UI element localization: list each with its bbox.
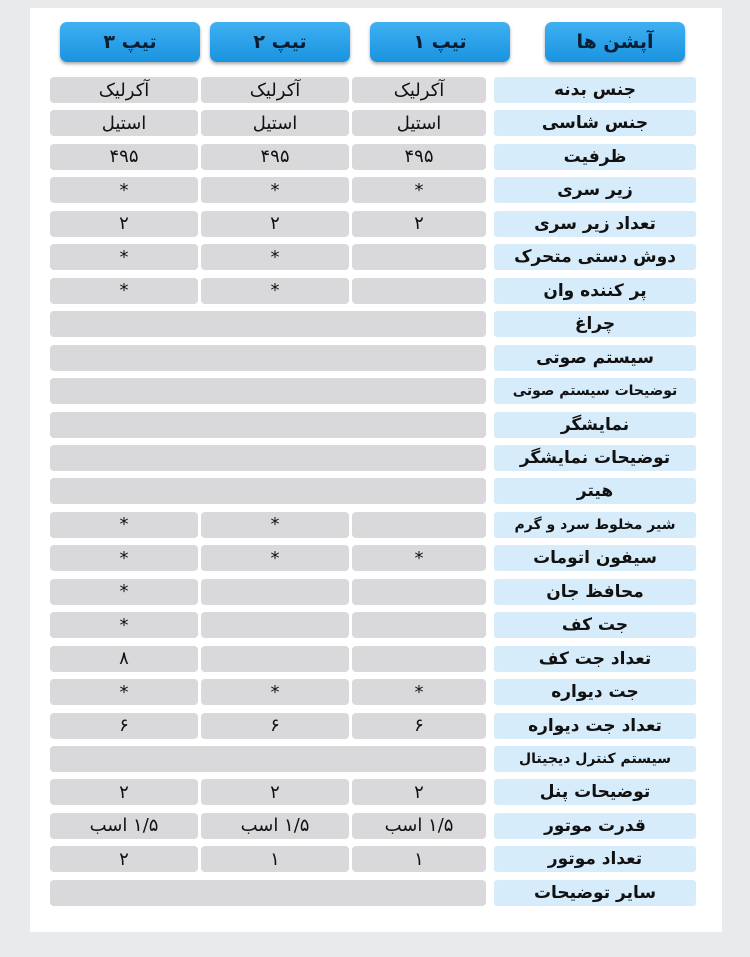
- empty-values-cell: [50, 445, 486, 471]
- type-3-value: ۴۹۵: [50, 144, 198, 170]
- option-label: سایر توضیحات: [494, 880, 696, 906]
- empty-values-cell: [50, 378, 486, 404]
- header-options: آپشن ها: [545, 22, 685, 62]
- option-label: تعداد جت کف: [494, 646, 696, 672]
- type-3-value: *: [50, 579, 198, 605]
- option-label: ظرفیت: [494, 144, 696, 170]
- type-1-value: ۴۹۵: [352, 144, 486, 170]
- header-type-2: تیپ ۲: [210, 22, 350, 62]
- option-label: زیر سری: [494, 177, 696, 203]
- table-row: [0, 278, 750, 304]
- table-row: [0, 846, 750, 872]
- option-label: سیستم صوتی: [494, 345, 696, 371]
- type-2-value: *: [201, 244, 349, 270]
- type-2-value: ۱: [201, 846, 349, 872]
- type-2-value: ۲: [201, 211, 349, 237]
- type-2-value: ۲: [201, 779, 349, 805]
- type-2-value: *: [201, 679, 349, 705]
- option-label: دوش دستی متحرک: [494, 244, 696, 270]
- type-3-value: استیل: [50, 110, 198, 136]
- type-1-value: [352, 278, 486, 304]
- table-row: [0, 880, 750, 906]
- table-row: [0, 679, 750, 705]
- type-2-value: *: [201, 512, 349, 538]
- table-row: [0, 311, 750, 337]
- type-2-value: [201, 646, 349, 672]
- option-label: توضیحات پنل: [494, 779, 696, 805]
- type-3-value: ۸: [50, 646, 198, 672]
- table-row: [0, 646, 750, 672]
- option-label: تعداد جت دیواره: [494, 713, 696, 739]
- table-row: [0, 211, 750, 237]
- option-label: سیفون اتومات: [494, 545, 696, 571]
- empty-values-cell: [50, 311, 486, 337]
- type-2-value: آکرلیک: [201, 77, 349, 103]
- type-1-value: ۱/۵ اسب: [352, 813, 486, 839]
- table-row: [0, 345, 750, 371]
- table-row: [0, 177, 750, 203]
- type-1-value: [352, 646, 486, 672]
- type-2-value: ۶: [201, 713, 349, 739]
- option-label: محافظ جان: [494, 579, 696, 605]
- type-1-value: ۱: [352, 846, 486, 872]
- empty-values-cell: [50, 746, 486, 772]
- type-2-value: *: [201, 177, 349, 203]
- header-type-1: تیپ ۱: [370, 22, 510, 62]
- option-label: توضیحات سیستم صوتی: [494, 378, 696, 404]
- type-3-value: ۱/۵ اسب: [50, 813, 198, 839]
- table-row: [0, 378, 750, 404]
- table-row: [0, 144, 750, 170]
- table-row: [0, 512, 750, 538]
- type-2-value: *: [201, 545, 349, 571]
- type-3-value: *: [50, 612, 198, 638]
- table-row: [0, 445, 750, 471]
- type-1-value: آکرلیک: [352, 77, 486, 103]
- table-row: [0, 779, 750, 805]
- type-1-value: *: [352, 545, 486, 571]
- table-row: [0, 746, 750, 772]
- table-row: [0, 110, 750, 136]
- table-row: [0, 545, 750, 571]
- type-3-value: آکرلیک: [50, 77, 198, 103]
- type-3-value: ۶: [50, 713, 198, 739]
- table-row: [0, 813, 750, 839]
- type-2-value: ۴۹۵: [201, 144, 349, 170]
- type-3-value: *: [50, 679, 198, 705]
- type-1-value: [352, 512, 486, 538]
- type-3-value: *: [50, 244, 198, 270]
- option-label: نمایشگر: [494, 412, 696, 438]
- option-label: چراغ: [494, 311, 696, 337]
- type-2-value: *: [201, 278, 349, 304]
- empty-values-cell: [50, 412, 486, 438]
- type-1-value: [352, 244, 486, 270]
- type-2-value: [201, 612, 349, 638]
- type-1-value: *: [352, 177, 486, 203]
- type-1-value: [352, 612, 486, 638]
- type-3-value: ۲: [50, 779, 198, 805]
- option-label: هیتر: [494, 478, 696, 504]
- type-3-value: *: [50, 278, 198, 304]
- option-label: جت کف: [494, 612, 696, 638]
- type-3-value: ۲: [50, 211, 198, 237]
- type-2-value: استیل: [201, 110, 349, 136]
- type-3-value: *: [50, 512, 198, 538]
- type-1-value: ۲: [352, 779, 486, 805]
- option-label: توضیحات نمایشگر: [494, 445, 696, 471]
- option-label: جنس بدنه: [494, 77, 696, 103]
- header-type-3: تیپ ۳: [60, 22, 200, 62]
- table-row: [0, 478, 750, 504]
- type-3-value: ۲: [50, 846, 198, 872]
- option-label: تعداد زیر سری: [494, 211, 696, 237]
- empty-values-cell: [50, 880, 486, 906]
- type-1-value: ۶: [352, 713, 486, 739]
- option-label: جنس شاسی: [494, 110, 696, 136]
- option-label: جت دیواره: [494, 679, 696, 705]
- table-row: [0, 612, 750, 638]
- empty-values-cell: [50, 345, 486, 371]
- type-1-value: *: [352, 679, 486, 705]
- option-label: پر کننده وان: [494, 278, 696, 304]
- option-label: شیر مخلوط سرد و گرم: [494, 512, 696, 538]
- table-row: [0, 412, 750, 438]
- option-label: قدرت موتور: [494, 813, 696, 839]
- type-1-value: [352, 579, 486, 605]
- type-2-value: ۱/۵ اسب: [201, 813, 349, 839]
- table-row: [0, 579, 750, 605]
- type-3-value: *: [50, 545, 198, 571]
- table-row: [0, 77, 750, 103]
- table-row: [0, 244, 750, 270]
- table-row: [0, 713, 750, 739]
- type-1-value: استیل: [352, 110, 486, 136]
- option-label: سیستم کنترل دیجیتال: [494, 746, 696, 772]
- empty-values-cell: [50, 478, 486, 504]
- type-3-value: *: [50, 177, 198, 203]
- option-label: تعداد موتور: [494, 846, 696, 872]
- type-2-value: [201, 579, 349, 605]
- type-1-value: ۲: [352, 211, 486, 237]
